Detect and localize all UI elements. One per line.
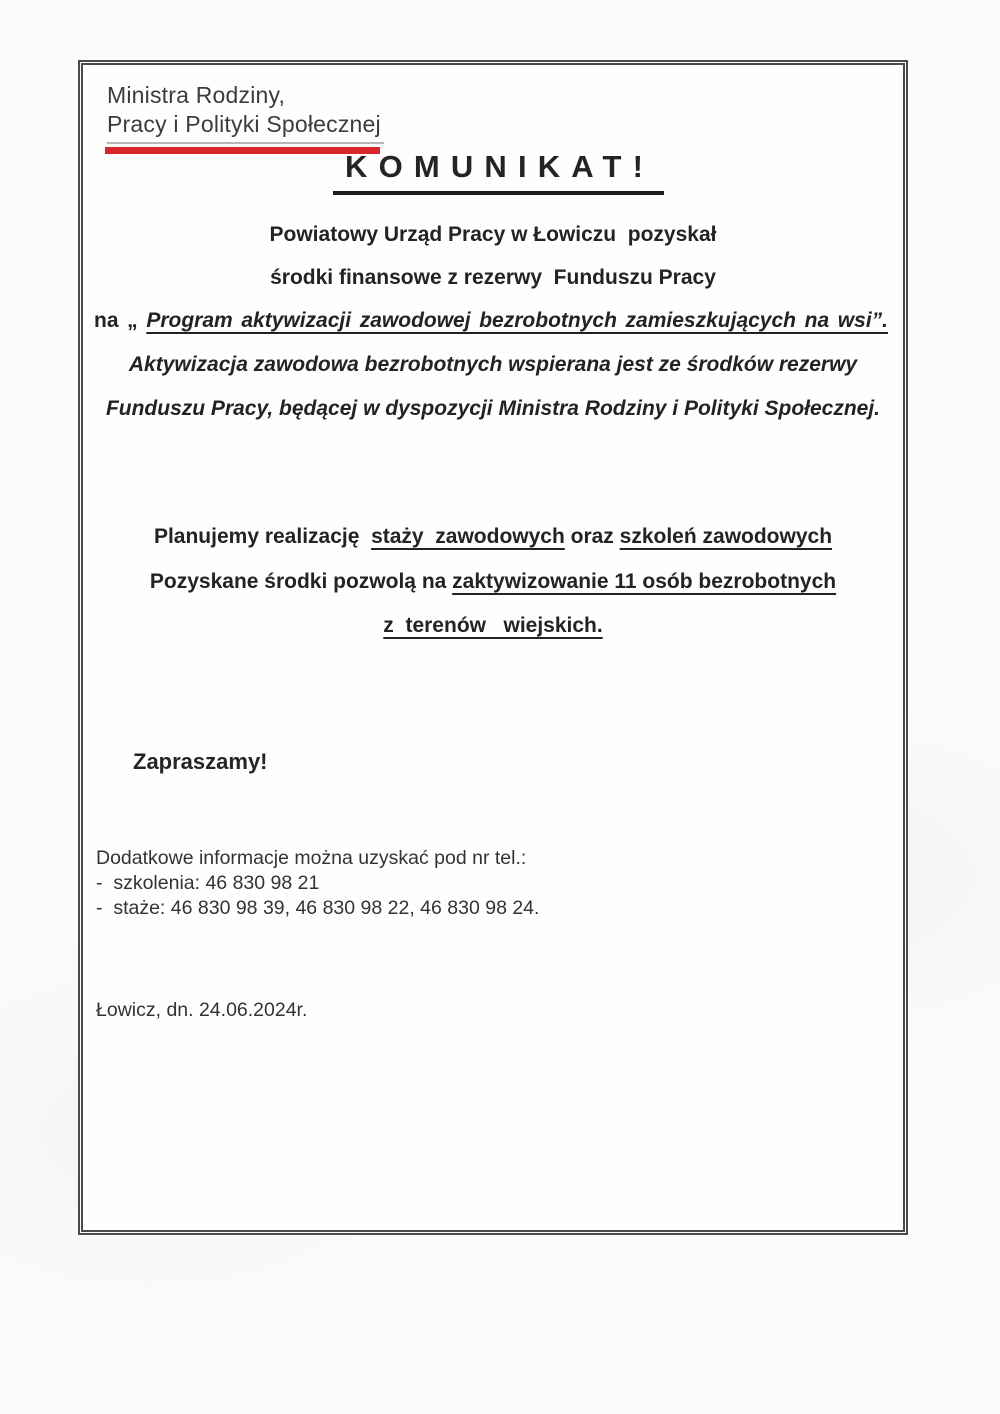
page-title: KOMUNIKAT! bbox=[333, 149, 664, 195]
contact-info-block bbox=[96, 846, 539, 921]
place-and-date: Łowicz, dn. 24.06.2024r. bbox=[96, 999, 308, 1021]
plan-trainings-underlined: szkoleń zawodowych bbox=[619, 525, 833, 548]
title-row bbox=[83, 149, 903, 195]
document-border-frame bbox=[78, 60, 908, 1235]
plan-internships-underlined: staży zawodowych bbox=[371, 525, 565, 548]
logo-divider-line bbox=[107, 142, 384, 144]
ministry-logo bbox=[107, 81, 381, 138]
contact-phone-trainings: - szkolenia: 46 830 98 21 bbox=[96, 872, 320, 894]
program-prefix: na „ bbox=[94, 309, 147, 332]
ministry-logo-line2: Pracy i Polityki Społecznej bbox=[107, 110, 381, 137]
ministry-logo-line1: Ministra Rodziny, bbox=[107, 82, 286, 108]
result-text: Pozyskane środki pozwolą na bbox=[149, 570, 453, 593]
contact-phone-internships: - staże: 46 830 98 39, 46 830 98 22, 46 830 98 24. bbox=[96, 897, 540, 919]
plan-text-2: oraz bbox=[564, 525, 620, 548]
paragraph-program-name bbox=[94, 309, 888, 333]
program-title-underlined: Program aktywizacji zawodowej bezrobotnych zamieszkujących na wsi”. bbox=[146, 309, 888, 332]
contact-intro: Dodatkowe informacje można uzyskać pod nr tel.: bbox=[96, 847, 527, 869]
paragraph-activation-1: Aktywizacja zawodowa bezrobotnych wspierana jest ze środków rezerwy bbox=[128, 353, 858, 376]
plan-text-1: Planujemy realizację bbox=[153, 525, 372, 548]
paragraph-activation-2: Funduszu Pracy, będącej w dyspozycji Ministra Rodziny i Polityki Społecznej. bbox=[105, 397, 881, 420]
paragraph-funds-2: środki finansowe z rezerwy Funduszu Pracy bbox=[270, 266, 716, 289]
rural-areas-underlined: z terenów wiejskich. bbox=[383, 614, 603, 637]
result-count-underlined: zaktywizowanie 11 osób bezrobotnych bbox=[452, 570, 837, 593]
closing-invitation: Zapraszamy! bbox=[133, 749, 268, 774]
paragraph-rural-areas bbox=[83, 614, 903, 638]
paragraph-result bbox=[83, 570, 903, 594]
paragraph-plan bbox=[83, 525, 903, 549]
paragraph-funds-1: Powiatowy Urząd Pracy w Łowiczu pozyskał bbox=[269, 223, 717, 246]
